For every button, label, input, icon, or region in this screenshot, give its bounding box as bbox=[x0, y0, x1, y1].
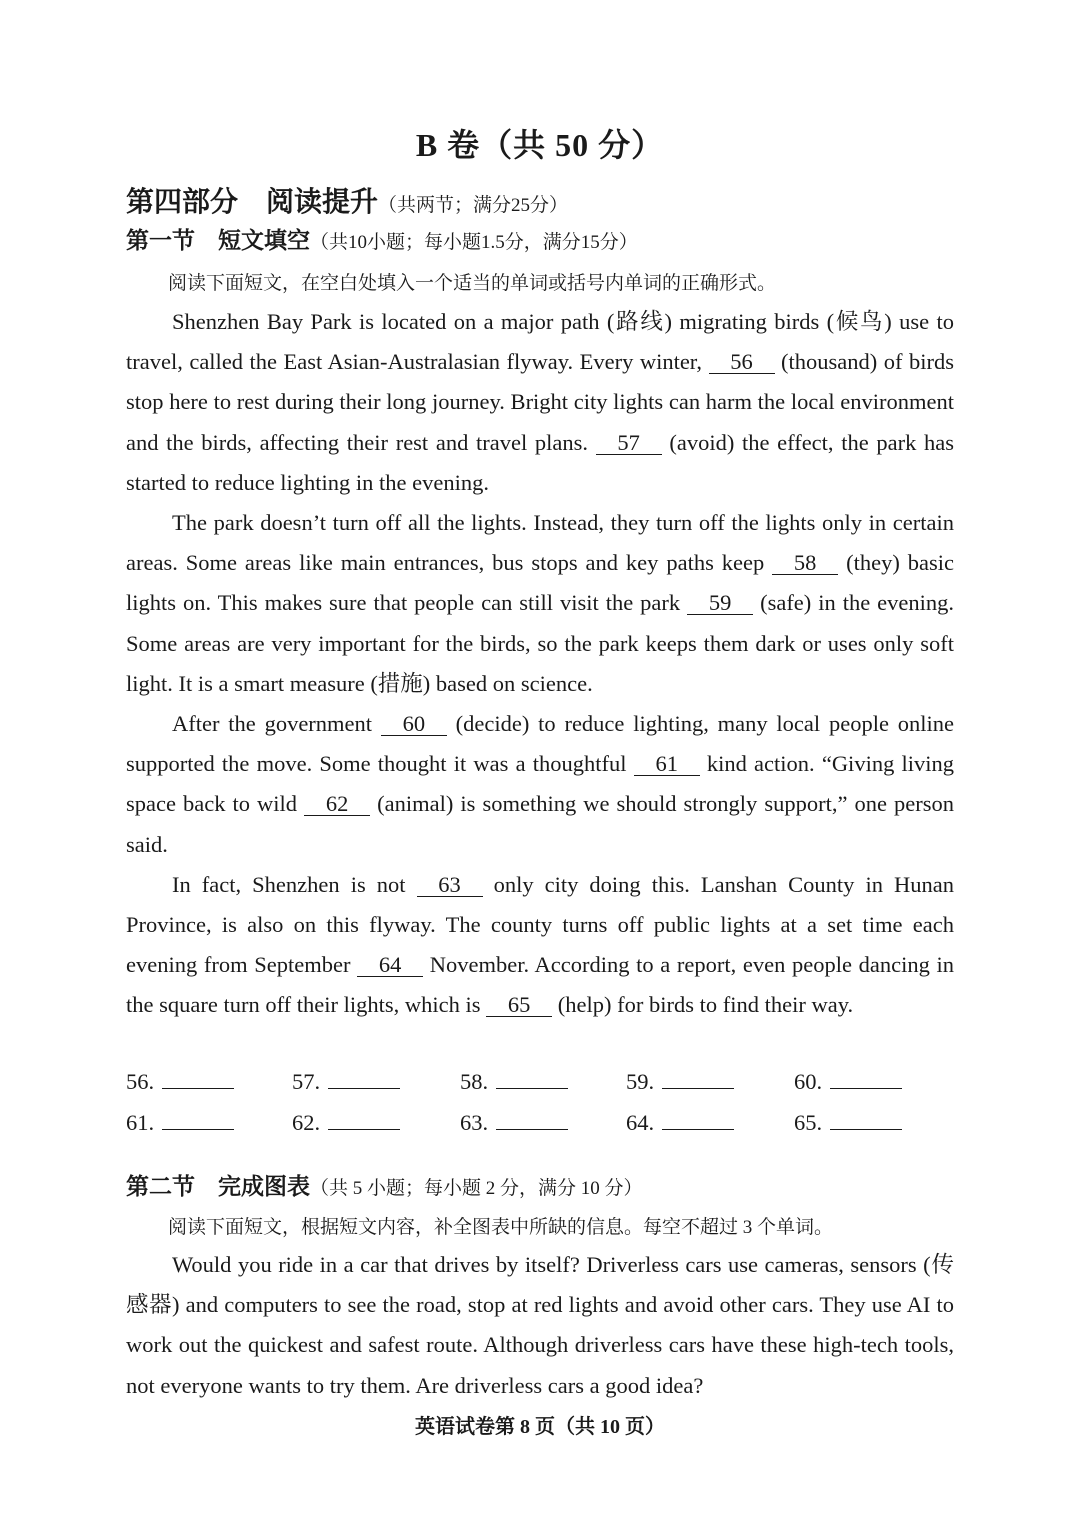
blank-63: 63 bbox=[417, 874, 483, 897]
section-one-note: （共10小题；每小题1.5分，满分15分） bbox=[310, 232, 638, 253]
answer-line bbox=[496, 1109, 568, 1130]
passage-paragraph bbox=[126, 704, 954, 865]
chart-passage bbox=[126, 1245, 954, 1406]
answer-label: 59. bbox=[626, 1069, 655, 1094]
answer-label: 60. bbox=[794, 1069, 823, 1094]
cloze-passage bbox=[126, 302, 954, 1026]
part-four-heading bbox=[126, 180, 956, 220]
answer-label: 61. bbox=[126, 1110, 155, 1135]
part-four-title: 第四部分 阅读提升 bbox=[126, 187, 379, 218]
answer-label: 62. bbox=[292, 1110, 321, 1135]
passage-text: In fact, Shenzhen is not bbox=[172, 871, 417, 897]
answer-label: 57. bbox=[292, 1069, 321, 1094]
section-two-note: （共 5 小题；每小题 2 分，满分 10 分） bbox=[310, 1178, 643, 1199]
part-four-note: （共两节；满分25分） bbox=[378, 195, 569, 216]
answer-slot-59[interactable] bbox=[626, 1068, 734, 1095]
answer-slot-57[interactable] bbox=[292, 1068, 400, 1095]
answer-line bbox=[830, 1109, 902, 1130]
blank-62: 62 bbox=[304, 793, 370, 816]
passage-text: Shenzhen Bay Park is located on a major path (路线) migrating birds (候鸟) use to travel, called the East Asian-Australasian flyway. Every winter, bbox=[126, 309, 954, 375]
section-one-title: 第一节 短文填空 bbox=[126, 228, 310, 253]
passage-paragraph: Would you ride in a car that drives by itself? Driverless cars use cameras, sensors (传感器) and computers to see the road, stop at red lights and avoid other cars. They use AI to work out the quickest and safest route. Although driverless cars have these high-tech tools, not everyone wants to try them. Are driverless cars a good idea? bbox=[126, 1252, 954, 1398]
passage-text: kind action. “Giving living space back to wild bbox=[126, 751, 954, 817]
answer-line bbox=[662, 1068, 734, 1089]
answer-slot-56[interactable] bbox=[126, 1068, 234, 1095]
blank-58: 58 bbox=[772, 552, 838, 575]
passage-text: (they) basic lights on. This makes sure that people can still visit the park bbox=[126, 550, 954, 616]
passage-text: (decide) to reduce lighting, many local people online supported the move. Some thought it was a thoughtful bbox=[126, 711, 954, 777]
passage-paragraph bbox=[126, 865, 954, 1026]
answer-line bbox=[328, 1068, 400, 1089]
passage-paragraph bbox=[126, 503, 954, 704]
blank-59: 59 bbox=[687, 592, 753, 615]
section-one-heading bbox=[126, 222, 956, 255]
answer-slot-61[interactable] bbox=[126, 1109, 234, 1136]
passage-text: only city doing this. Lanshan County in Hunan Province, is also on this flyway. The county turns off public lights at a set time each evening from September bbox=[126, 871, 954, 978]
answer-line bbox=[830, 1068, 902, 1089]
section-two-instruction: 阅读下面短文，根据短文内容，补全图表中所缺的信息。每空不超过 3 个单词。 bbox=[168, 1217, 834, 1238]
answer-label: 65. bbox=[794, 1110, 823, 1135]
passage-text: (avoid) the effect, the park has started to reduce lighting in the evening. bbox=[126, 429, 954, 495]
answer-slot-65[interactable] bbox=[794, 1109, 902, 1136]
blank-60: 60 bbox=[381, 713, 447, 736]
answer-line bbox=[162, 1109, 234, 1130]
answer-line bbox=[328, 1109, 400, 1130]
answer-label: 64. bbox=[626, 1110, 655, 1135]
answer-lines bbox=[126, 1068, 956, 1150]
answer-line bbox=[162, 1068, 234, 1089]
blank-61: 61 bbox=[634, 753, 700, 776]
answer-label: 63. bbox=[460, 1110, 489, 1135]
paper-title: B 卷（共 50 分） bbox=[415, 127, 665, 163]
passage-paragraph bbox=[126, 302, 954, 503]
section-two-title: 第二节 完成图表 bbox=[126, 1174, 310, 1199]
blank-65: 65 bbox=[486, 994, 552, 1017]
answer-slot-63[interactable] bbox=[460, 1109, 568, 1136]
answer-row bbox=[126, 1068, 956, 1109]
answer-slot-60[interactable] bbox=[794, 1068, 902, 1095]
blank-56: 56 bbox=[709, 351, 775, 374]
answer-label: 58. bbox=[460, 1069, 489, 1094]
passage-text: (thousand) of birds stop here to rest during their long journey. Bright city lights can harm the local environment and the birds, affecting their rest and travel plans. bbox=[126, 349, 954, 455]
passage-text: The park doesn’t turn off all the lights. Instead, they turn off the lights only in certain areas. Some areas like main entrances, bus stops and key paths keep bbox=[126, 510, 954, 576]
answer-row bbox=[126, 1109, 956, 1150]
answer-slot-64[interactable] bbox=[626, 1109, 734, 1136]
passage-text: November. According to a report, even people dancing in the square turn off their lights, which is bbox=[126, 952, 954, 1018]
passage-text: (help) for birds to find their way. bbox=[552, 992, 854, 1018]
page-footer: 英语试卷第 8 页（共 10 页） bbox=[415, 1416, 665, 1438]
answer-line bbox=[662, 1109, 734, 1130]
section-two-heading bbox=[126, 1168, 956, 1201]
passage-text: (animal) is something we should strongly support,” one person said. bbox=[126, 791, 954, 857]
answer-label: 56. bbox=[126, 1069, 155, 1094]
answer-slot-58[interactable] bbox=[460, 1068, 568, 1095]
blank-57: 57 bbox=[596, 432, 662, 455]
passage-text: (safe) in the evening. Some areas are very important for the birds, so the park keeps them dark or uses only soft light. It is a smart measure (措施) based on science. bbox=[126, 590, 955, 696]
section-one-instruction: 阅读下面短文，在空白处填入一个适当的单词或括号内单词的正确形式。 bbox=[168, 273, 777, 294]
answer-line bbox=[496, 1068, 568, 1089]
blank-64: 64 bbox=[357, 954, 423, 977]
passage-text: After the government bbox=[172, 711, 381, 737]
answer-slot-62[interactable] bbox=[292, 1109, 400, 1136]
